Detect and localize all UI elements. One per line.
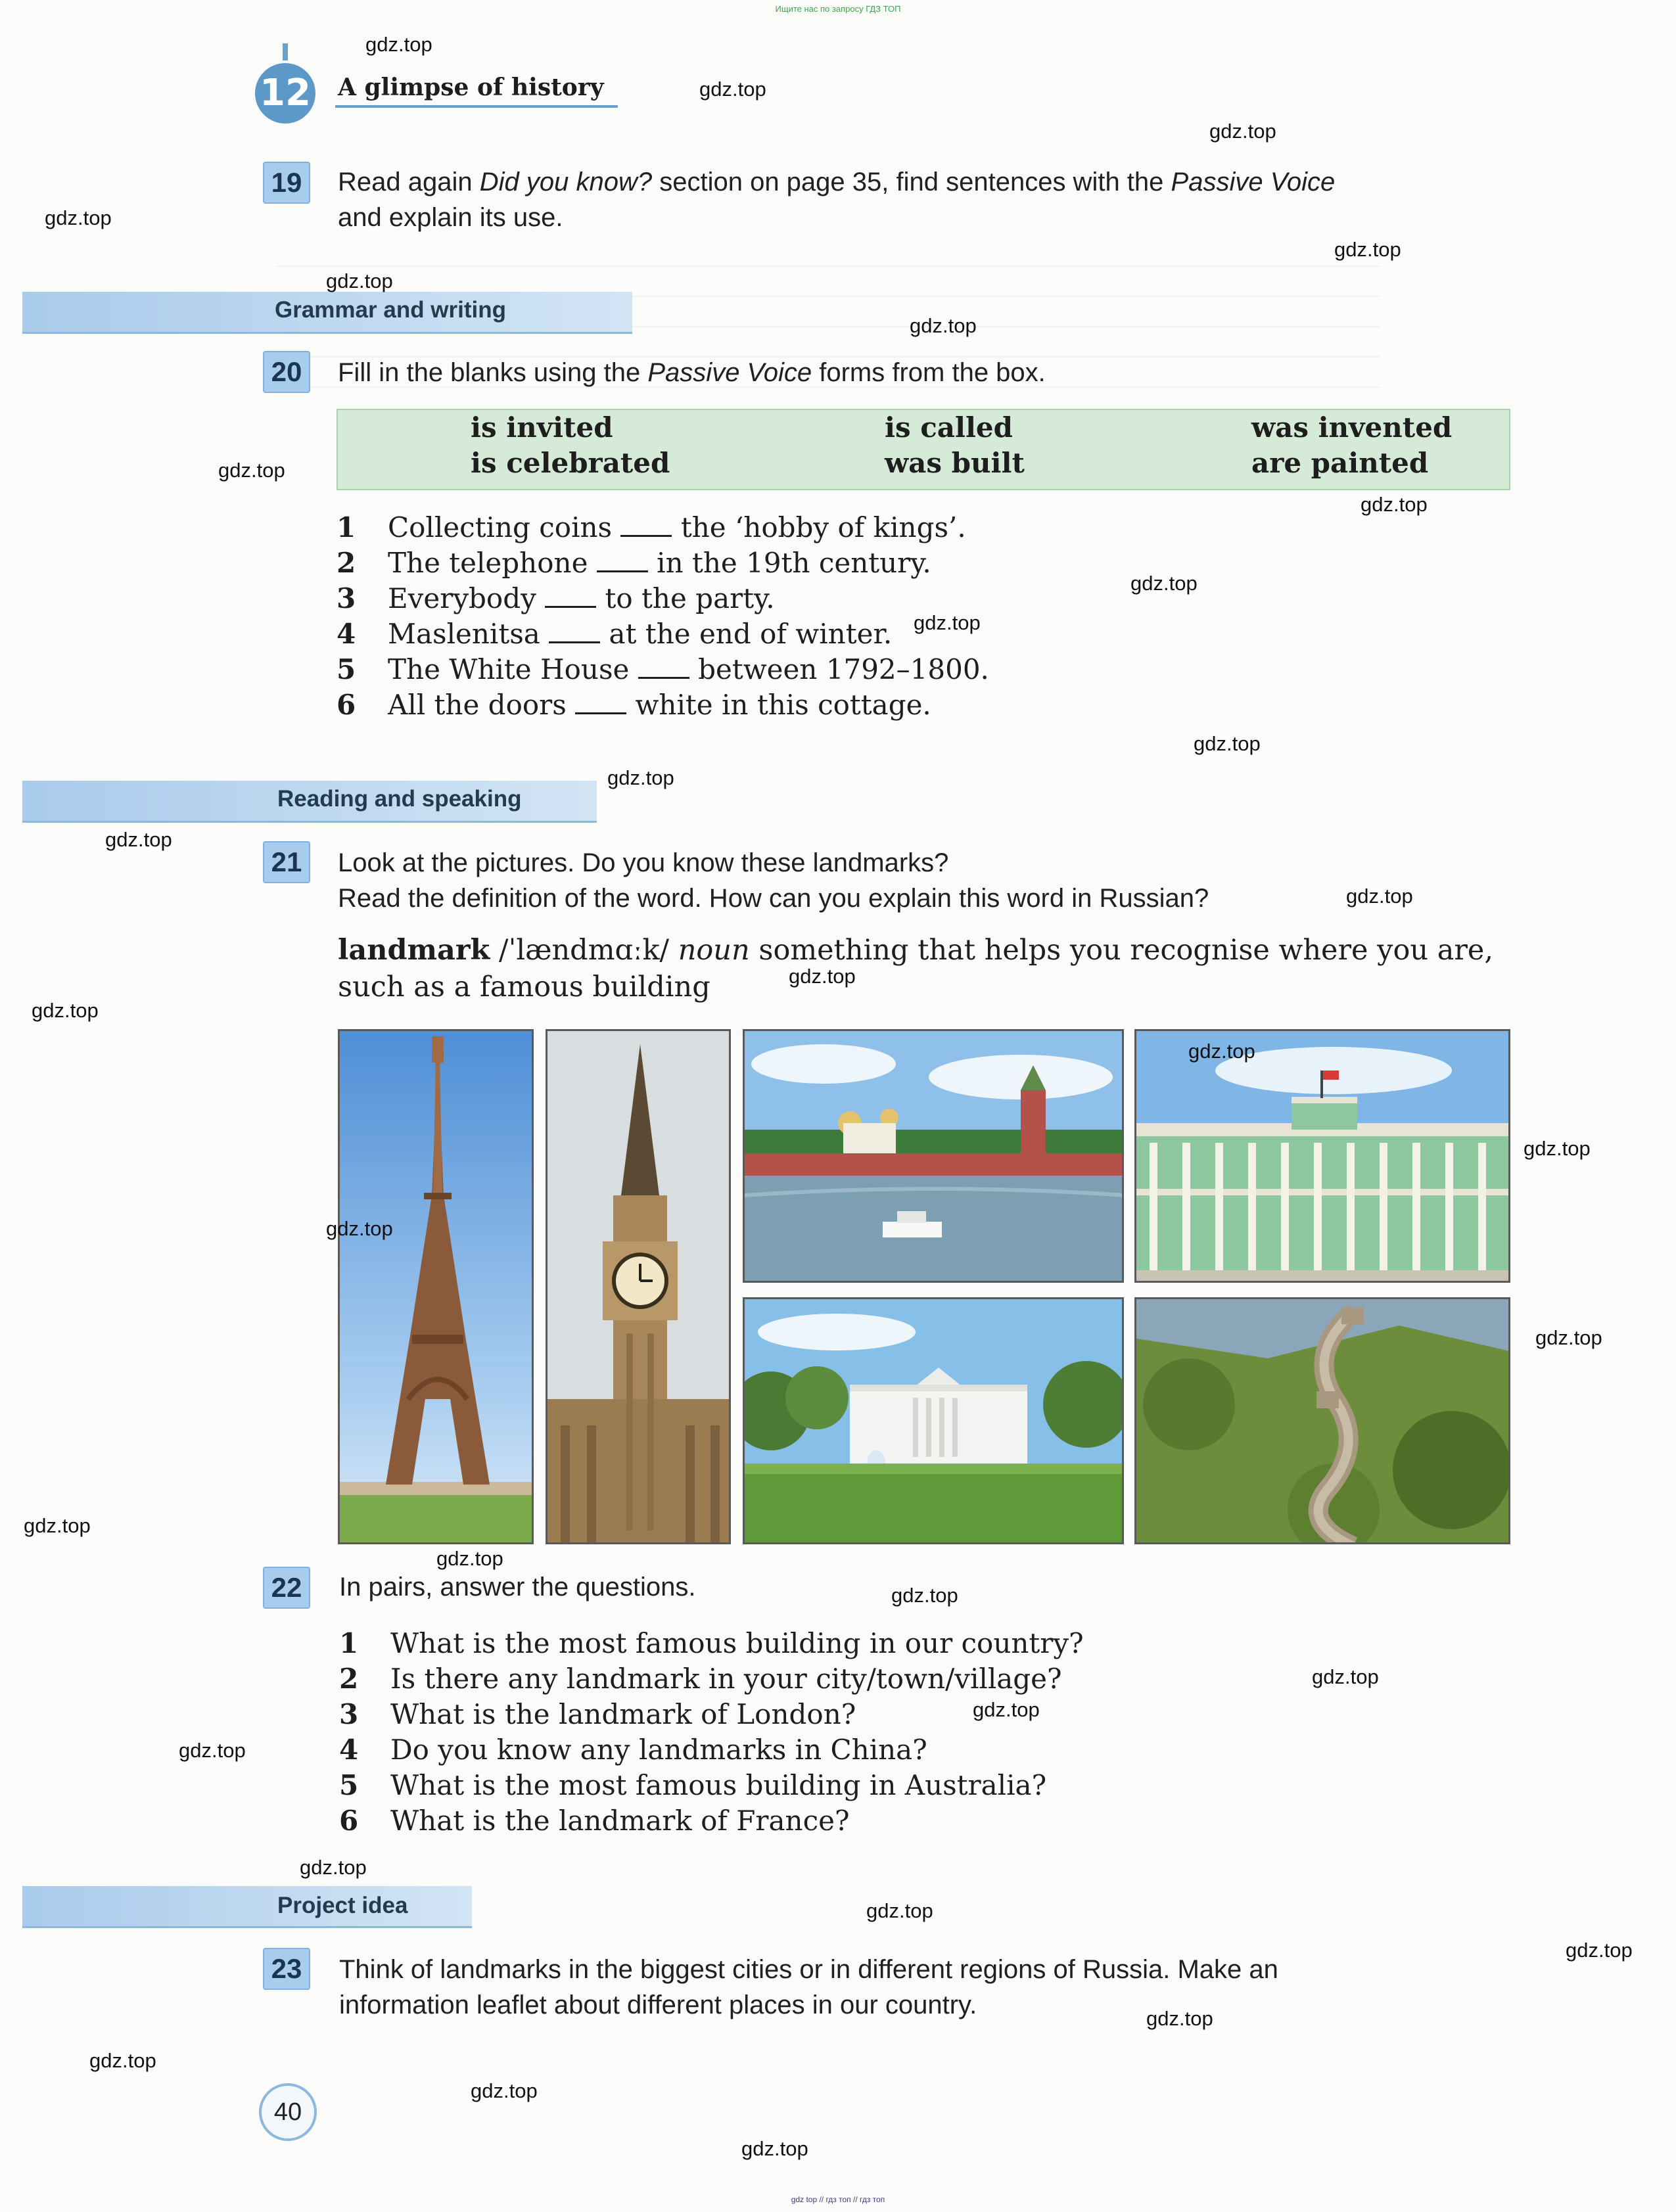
watermark: gdz.top (891, 1584, 958, 1607)
question-number: 1 (339, 1627, 359, 1659)
exercise-23-line-2: information leaflet about different places in our country. (339, 1991, 977, 2019)
question-item (339, 1734, 1259, 1769)
box-word-was-built: was built (885, 447, 1025, 479)
item-text-after: the ‘hobby of kings’. (672, 511, 966, 543)
watermark: gdz.top (105, 828, 172, 851)
watermark: gdz.top (1566, 1939, 1633, 1962)
question-item (339, 1805, 1259, 1840)
unit-title: A glimpse of history (338, 74, 604, 101)
unit-number-badge: 12 (255, 63, 315, 124)
ex20-text-c: forms from the box. (812, 358, 1046, 387)
watermark: gdz.top (1524, 1137, 1591, 1160)
watermark: gdz.top (1361, 493, 1428, 516)
question-text: What is the landmark of France? (390, 1805, 850, 1837)
watermark: gdz.top (89, 2049, 156, 2072)
question-item (339, 1663, 1259, 1698)
question-item (339, 1698, 1259, 1734)
item-number: 5 (337, 653, 356, 685)
box-word-are-painted: are painted (1251, 447, 1429, 479)
big-ben-illustration (547, 1031, 731, 1544)
box-word-is-invited: is invited (471, 411, 613, 444)
item-text-after: between 1792–1800. (689, 653, 989, 685)
picture-winter-palace (1134, 1029, 1510, 1283)
watermark: gdz.top (179, 1739, 246, 1762)
question-number: 6 (339, 1805, 359, 1837)
unit-marker (283, 43, 288, 60)
question-number: 5 (339, 1769, 359, 1801)
watermark: gdz.top (300, 1856, 367, 1879)
definition-word: landmark (338, 934, 490, 967)
watermark: gdz.top (973, 1698, 1040, 1721)
picture-white-house (743, 1297, 1124, 1544)
watermark: gdz.top (1194, 732, 1261, 755)
watermark: gdz.top (471, 2079, 538, 2102)
eiffel-tower-illustration (340, 1031, 534, 1544)
watermark: gdz.top (741, 2137, 808, 2160)
item-text-before: The White House (388, 653, 638, 685)
white-house-illustration (745, 1299, 1124, 1544)
watermark: gdz.top (326, 269, 393, 292)
exercise-19-instruction (338, 164, 1517, 235)
watermark: gdz.top (45, 206, 112, 229)
definition-text-line-2: such as a famous building (338, 971, 710, 1003)
exercise-number-20: 20 (263, 351, 310, 393)
item-number: 3 (337, 582, 356, 614)
watermark: gdz.top (436, 1547, 503, 1570)
answer-blank[interactable] (597, 553, 648, 572)
exercise-number-19: 19 (263, 162, 310, 204)
picture-great-wall (1134, 1297, 1510, 1544)
watermark: gdz.top (24, 1514, 91, 1537)
item-number: 6 (337, 689, 356, 721)
ex20-text-b: Passive Voice (647, 358, 812, 387)
question-item (339, 1627, 1259, 1663)
item-text-before: The telephone (388, 547, 597, 579)
exercise-20-instruction (338, 355, 1046, 390)
item-number: 2 (337, 547, 356, 579)
question-text: What is the most famous building in our country? (390, 1627, 1084, 1659)
item-number: 1 (337, 511, 356, 543)
picture-eiffel-tower (338, 1029, 534, 1544)
watermark: gdz.top (914, 611, 981, 634)
ex20-item (337, 618, 1191, 653)
section-title-project: Project idea (277, 1893, 408, 1918)
watermark: gdz.top (32, 999, 99, 1022)
watermark: gdz.top (1346, 885, 1413, 908)
picture-big-ben (546, 1029, 731, 1544)
answer-blank[interactable] (545, 588, 596, 608)
item-text-after: at the end of winter. (600, 618, 893, 650)
watermark: gdz.top (1312, 1665, 1379, 1688)
exercise-19-line-2: and explain its use. (338, 203, 563, 232)
exercise-20-items (337, 511, 1191, 724)
item-text-after: in the 19th century. (647, 547, 931, 579)
page-number: 40 (259, 2083, 317, 2141)
definition-text-line-1: something that helps you recognise where you are, (749, 934, 1494, 967)
ex20-item (337, 547, 1191, 582)
watermark: gdz.top (365, 33, 432, 56)
watermark: gdz.top (789, 965, 856, 988)
exercise-22-instruction: In pairs, answer the questions. (339, 1573, 696, 1601)
question-text: What is the landmark of London? (390, 1698, 856, 1730)
picture-moscow-kremlin (743, 1029, 1124, 1283)
answer-blank[interactable] (638, 659, 689, 679)
item-number: 4 (337, 618, 356, 650)
question-number: 4 (339, 1734, 359, 1766)
ex19-text-d: Passive Voice (1171, 168, 1336, 196)
question-number: 3 (339, 1698, 359, 1730)
section-title-reading: Reading and speaking (277, 786, 522, 812)
answer-blank[interactable] (620, 517, 672, 537)
watermark: gdz.top (910, 314, 977, 337)
question-item (339, 1769, 1259, 1805)
exercise-23-instruction (339, 1952, 1518, 2023)
landmark-definition (338, 932, 1517, 1005)
ex19-text-c: section on page 35, find sentences with the (652, 168, 1171, 196)
kremlin-illustration (745, 1031, 1124, 1283)
answer-blank[interactable] (549, 624, 600, 643)
watermark: gdz.top (1209, 120, 1276, 143)
exercise-21-line-2: Read the definition of the word. How can you explain this word in Russian? (338, 884, 1209, 913)
box-word-was-invented: was invented (1251, 411, 1453, 444)
exercise-21-instruction (338, 845, 1517, 916)
ex20-text-a: Fill in the blanks using the (338, 358, 648, 387)
ex20-item (337, 511, 1191, 547)
exercise-number-21: 21 (263, 841, 310, 883)
watermark: gdz.top (1130, 572, 1198, 595)
watermark: gdz.top (866, 1899, 933, 1922)
ex19-text-b: Did you know? (479, 168, 653, 196)
box-word-is-celebrated: is celebrated (471, 447, 670, 479)
watermark: gdz.top (607, 766, 674, 789)
item-text-before: Maslenitsa (388, 618, 549, 650)
winter-palace-illustration (1136, 1031, 1510, 1283)
great-wall-illustration (1136, 1299, 1510, 1544)
ex19-text-a: Read again (338, 168, 480, 196)
item-text-before: Collecting coins (388, 511, 621, 543)
box-word-is-called: is called (885, 411, 1013, 444)
ex20-item (337, 689, 1191, 724)
watermark: gdz.top (1334, 238, 1401, 261)
watermark: gdz.top (1146, 2007, 1213, 2030)
definition-part-of-speech: noun (678, 934, 750, 967)
question-text: What is the most famous building in Australia? (390, 1769, 1047, 1801)
question-number: 2 (339, 1663, 359, 1695)
top-note: Ищите нас по запросу ГДЗ ТОП (775, 4, 901, 14)
ex20-item (337, 653, 1191, 689)
item-text-before: Everybody (388, 582, 546, 614)
watermark: gdz.top (1535, 1326, 1602, 1349)
exercise-23-line-1: Think of landmarks in the biggest cities or in different regions of Russia. Make an (339, 1955, 1278, 1984)
footer-note: gdz top // гдз топ // гдз топ (791, 2195, 885, 2204)
unit-title-underline (335, 105, 618, 108)
watermark: gdz.top (326, 1217, 393, 1240)
answer-blank[interactable] (575, 695, 626, 714)
question-text: Is there any landmark in your city/town/village? (390, 1663, 1062, 1695)
definition-transcription: /ˈlændmɑːk/ (490, 934, 678, 967)
ex20-item (337, 582, 1191, 618)
item-text-after: to the party. (596, 582, 775, 614)
question-text: Do you know any landmarks in China? (390, 1734, 927, 1766)
watermark: gdz.top (1188, 1040, 1255, 1063)
item-text-before: All the doors (388, 689, 576, 721)
exercise-21-line-1: Look at the pictures. Do you know these landmarks? (338, 848, 949, 877)
exercise-number-22: 22 (263, 1567, 310, 1609)
item-text-after: white in this cottage. (626, 689, 931, 721)
watermark: gdz.top (218, 459, 285, 482)
section-title-grammar: Grammar and writing (275, 297, 507, 323)
exercise-22-questions (339, 1627, 1259, 1840)
exercise-number-23: 23 (263, 1948, 310, 1990)
watermark: gdz.top (699, 78, 766, 101)
exercise-19-line-1 (338, 164, 1517, 200)
